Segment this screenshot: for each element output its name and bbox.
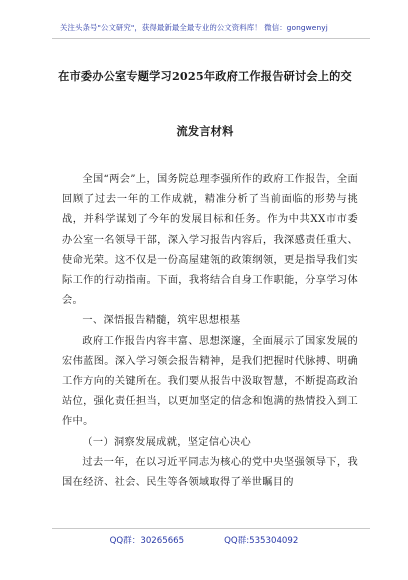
body-paragraph: 全国“两会”上，国务院总理李强所作的政府工作报告，全面回顾了过去一年的工作成就，精准分析了当前面临的形势与挑战，并科学谋划了今年的发展目标和任务。作为中共XX市市委办公室一名领导干部，深入学习报告内容后，我深感责任重大、使命光荣。这不仅是一份高屋建瓴的政策纲领，更是指导我们实际工作的行动指南。下面，我将结合自身工作职能，分享学习体会。 bbox=[62, 174, 358, 307]
header-promo-text: 关注头条号"公文研究"，获得最新最全最专业的公文资料库！ 微信：gongwenyj bbox=[60, 23, 328, 32]
body-paragraph: 政府工作报告内容丰富、思想深邃，全面展示了国家发展的宏伟蓝图。深入学习领会报告精神，是我们把握时代脉搏、明确工作方向的关键所在。我们要从报告中汲取智慧，不断提高政治站位，强化责任担当，以更加坚定的信念和饱满的热情投入到工作中。 bbox=[62, 335, 358, 428]
footer-divider bbox=[52, 528, 370, 529]
document-title-line-2: 流发言材料 bbox=[176, 124, 234, 138]
body-paragraph: 过去一年，在以习近平同志为核心的党中央坚强领导下，我国在经济、社会、民生等各领域取得了举世瞩目的 bbox=[62, 456, 358, 489]
section-heading: 一、深悟报告精髓，筑牢思想根基 bbox=[82, 315, 241, 327]
footer-qq-group-1: QQ群：30265665 bbox=[109, 536, 185, 546]
footer-qq-group-2: QQ群:535304092 bbox=[224, 536, 299, 546]
header-divider bbox=[52, 38, 370, 39]
footer-contact bbox=[0, 534, 408, 546]
subsection-heading: （一）洞察发展成就，坚定信心决心 bbox=[82, 436, 251, 448]
document-title-line-1: 在市委办公室专题学习2025年政府工作报告研讨会上的交 bbox=[58, 69, 352, 83]
document-body bbox=[62, 170, 358, 493]
